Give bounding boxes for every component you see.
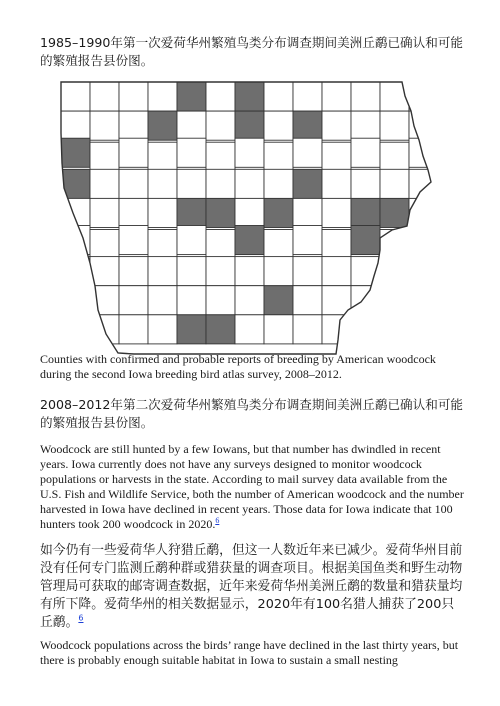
county (148, 230, 177, 259)
county (322, 286, 351, 315)
county (206, 230, 235, 259)
county (409, 315, 438, 344)
county-shaded (351, 198, 380, 227)
county (177, 138, 206, 167)
county (61, 198, 90, 227)
county (322, 315, 351, 344)
map-heading-second-survey: 2008–2012年第二次爱荷华州繁殖鸟类分布调查期间美洲丘鹬已确认和可能的繁殖报告县份图。 (40, 397, 464, 430)
iowa-county-map (58, 78, 438, 358)
county (148, 315, 177, 344)
county (177, 286, 206, 315)
county (119, 138, 148, 167)
county (380, 230, 409, 259)
county (148, 198, 177, 227)
county (235, 257, 264, 286)
county (409, 226, 438, 255)
county-shaded (235, 226, 264, 255)
county (235, 286, 264, 315)
county (61, 82, 90, 111)
county (293, 286, 322, 315)
county-shaded (380, 257, 409, 286)
county-shaded (351, 315, 380, 344)
paragraph-population-en: Woodcock populations across the birds’ range have declined in the last thirty years, but there is probably enough suitable habitat in Iowa to sustain a small nesting (40, 638, 459, 667)
county-shaded (235, 82, 264, 111)
footnote-link[interactable]: 6 (215, 516, 220, 525)
paragraph-hunting-en (40, 442, 465, 532)
county (264, 169, 293, 198)
county (351, 286, 380, 315)
county (409, 286, 438, 315)
county-shaded (380, 198, 409, 227)
county (148, 169, 177, 198)
county (90, 230, 119, 259)
footnote-link[interactable]: 6 (78, 613, 84, 623)
paragraph-hunting-en-text: Woodcock are still hunted by a few Iowans, but that number has dwindled in recent years. Iowa currently does not have any surveys designed to monitor woodcock populations or harvests in the state. According to mail survey data available from the U.S. Fish and Wildlife Service, both the number of American woodcock and the number harvested in Iowa have declined in recent years. Those data for Iowa indicate that 100 hunters took 200 woodcock in 2020. (40, 442, 464, 531)
county-shaded (293, 111, 322, 140)
county (380, 315, 409, 344)
county (206, 169, 235, 198)
county (293, 226, 322, 255)
county (351, 111, 380, 140)
county (380, 142, 409, 171)
county-shaded (264, 286, 293, 315)
county (409, 82, 438, 111)
county (264, 142, 293, 171)
county (293, 198, 322, 227)
county (119, 226, 148, 255)
county (235, 198, 264, 227)
county (293, 82, 322, 111)
map-caption-second-survey: Counties with confirmed and probable reports of breeding by American woodcock during the second Iowa breeding bird atlas survey, 2008–2012. (40, 352, 436, 381)
county (148, 82, 177, 111)
county (177, 257, 206, 286)
county (322, 142, 351, 171)
county-shaded (293, 169, 322, 198)
county (61, 286, 90, 315)
county (90, 286, 119, 315)
county-shaded (177, 82, 206, 111)
county (322, 111, 351, 140)
county (380, 286, 409, 315)
county (61, 315, 90, 344)
county (409, 169, 438, 198)
county (206, 286, 235, 315)
county (264, 111, 293, 140)
county (293, 138, 322, 167)
county (235, 315, 264, 344)
county-shaded (61, 138, 90, 167)
county (119, 198, 148, 227)
county-shaded (148, 111, 177, 140)
county-shaded (177, 315, 206, 344)
county-shaded (264, 198, 293, 227)
county (148, 257, 177, 286)
county (351, 138, 380, 167)
county (206, 111, 235, 140)
county (119, 315, 148, 344)
map-heading-first-survey: 1985–1990年第一次爱荷华州繁殖鸟类分布调查期间美洲丘鹬已确认和可能的繁殖报告县份图。 (40, 35, 464, 68)
county (148, 142, 177, 171)
county (293, 257, 322, 286)
county (61, 257, 90, 286)
county (380, 111, 409, 140)
county (177, 169, 206, 198)
county-shaded (177, 198, 206, 227)
county (409, 138, 438, 167)
county (322, 198, 351, 227)
county (119, 169, 148, 198)
county (264, 82, 293, 111)
county (90, 82, 119, 111)
county (264, 230, 293, 259)
county (90, 169, 119, 198)
county (90, 198, 119, 227)
county (380, 169, 409, 198)
paragraph-hunting-zh (40, 542, 465, 632)
county (235, 138, 264, 167)
county-shaded (235, 111, 264, 140)
county (90, 111, 119, 140)
county (177, 226, 206, 255)
county (322, 82, 351, 111)
county (322, 169, 351, 198)
county (119, 111, 148, 140)
county-shaded (61, 169, 90, 198)
county (119, 82, 148, 111)
county (61, 111, 90, 140)
county-shaded (351, 226, 380, 255)
county (409, 257, 438, 286)
county (293, 315, 322, 344)
county (322, 257, 351, 286)
county (206, 142, 235, 171)
county (322, 230, 351, 259)
county-shaded (206, 315, 235, 344)
county (119, 286, 148, 315)
county (61, 226, 90, 255)
county (206, 257, 235, 286)
county (235, 169, 264, 198)
county (264, 315, 293, 344)
county (351, 82, 380, 111)
county (119, 257, 148, 286)
county (264, 257, 293, 286)
paragraph-hunting-zh-text: 如今仍有一些爱荷华人狩猎丘鹬，但这一人数近年来已减少。爱荷华州目前没有任何专门监测丘鹬种群或猎获量的调查项目。根据美国鱼类和野生动物管理局可获取的邮寄调查数据，近年来爱荷华州美洲丘鹬的数量和猎获量均有所下降。爱荷华州的相关数据显示，2020年有100名猎人捕获了200只丘鹬。 (40, 543, 463, 630)
county (90, 142, 119, 171)
county (148, 286, 177, 315)
county (206, 82, 235, 111)
county (351, 169, 380, 198)
county-shaded (206, 198, 235, 227)
county (177, 111, 206, 140)
